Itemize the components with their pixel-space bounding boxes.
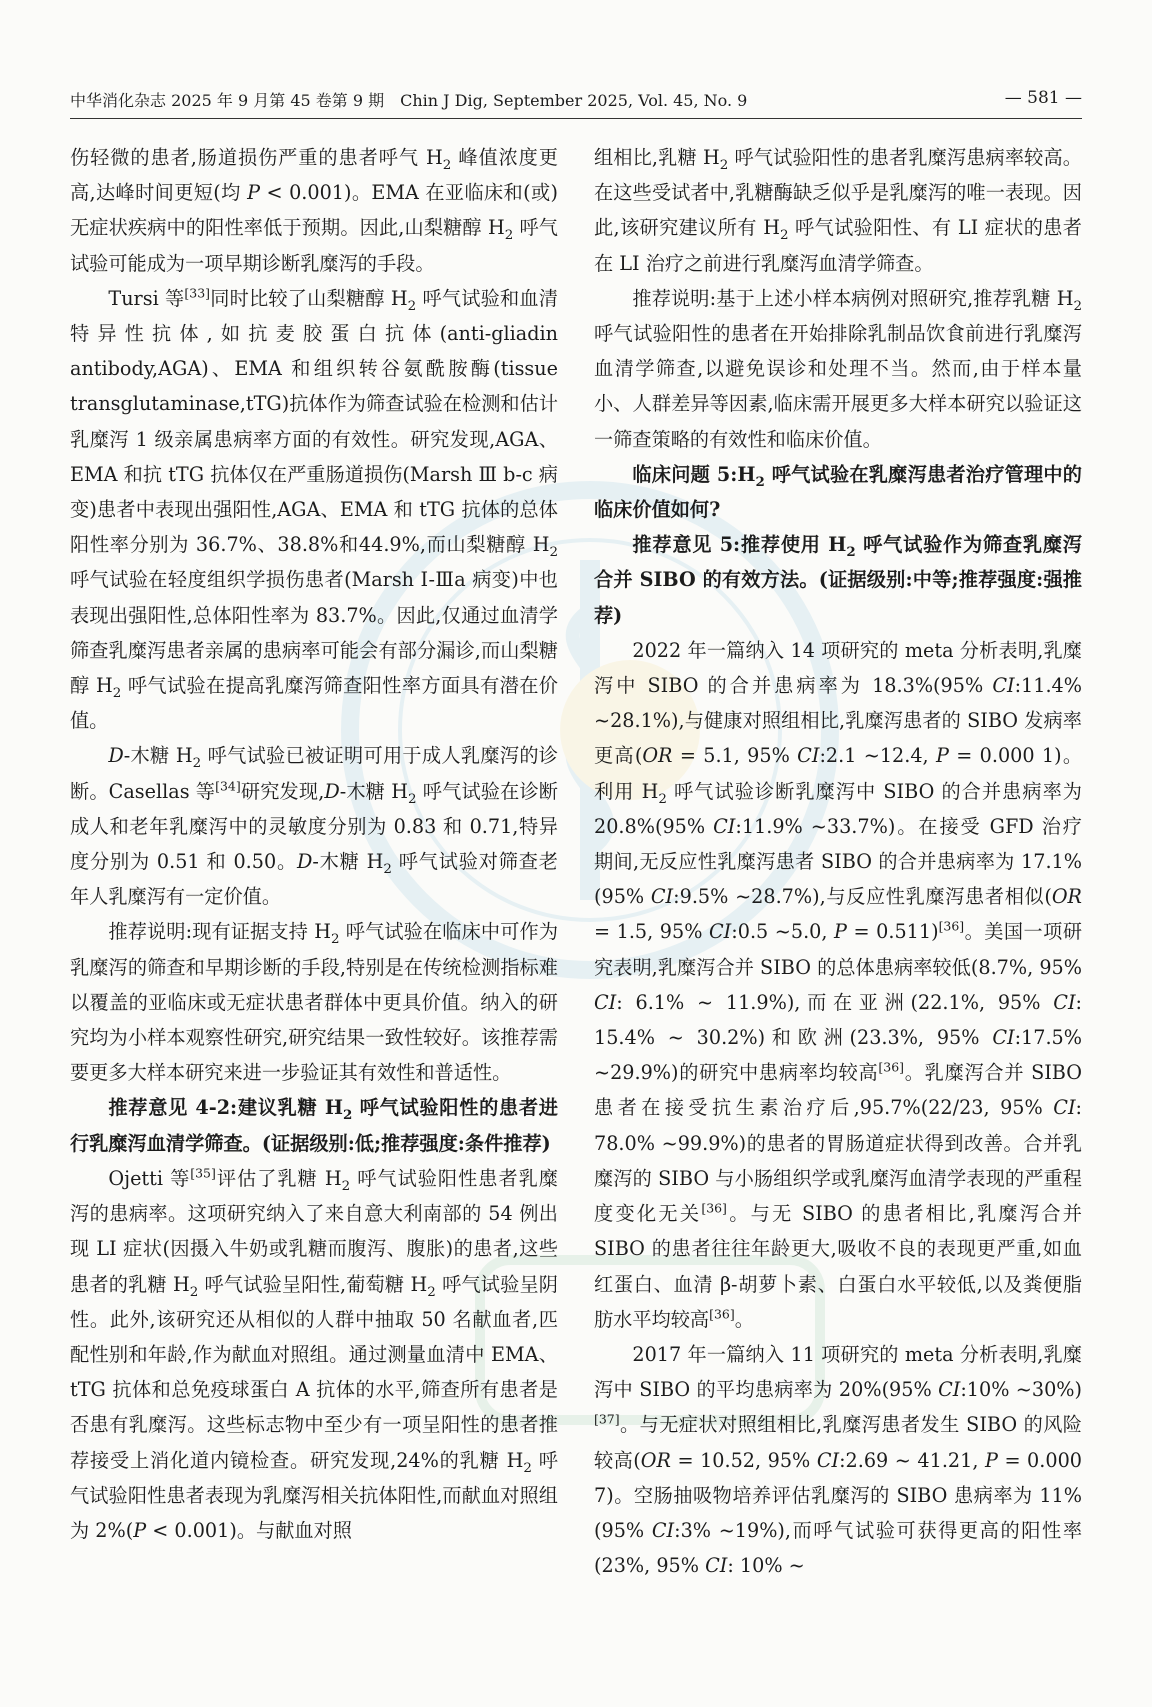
body-paragraph: Ojetti 等[35]评估了乳糖 $H_2$ 呼气试验阳性患者乳糜泻的患病率。这项研究纳入了来自意大利南部的 54 例出现 LI 症状(因摄入牛奶或乳糖而腹泻、腹胀)的患者,这些患者的乳糖 $H_2$ 呼气试验呈阳性,葡萄糖 $H_2$ 呼气试验呈阴性。此外,该研究还从相似的人群中抽取 50 名献血者,匹配性别和年龄,作为献血对照组。通过测量血清中 EMA、tTG 抗体和总免疫球蛋白 A 抗体的水平,筛查所有患者是否患有乳糜泻。这些标志物中至少有一项呈阳性的患者推荐接受上消化道内镜检查。研究发现,24%的乳糖 $H_2$ 呼气试验阳性患者表现为乳糜泻相关抗体阳性,而献血对照组为 2%(P < 0.001)。与献血对照	[70, 1165, 558, 1542]
body-paragraph: 推荐说明:现有证据支持 $H_2$ 呼气试验在临床中可作为乳糜泻的筛查和早期诊断的手段,特别是在传统检测指标难以覆盖的亚临床或无症状患者群体中更具价值。纳入的研究均为小样本观察性研究,研究结果一致性较好。该推荐需要更多大样本研究来进一步验证其有效性和普适性。	[70, 920, 559, 1085]
body-paragraph: D-木糖 $H_2$ 呼气试验已被证明可用于成人乳糜泻的诊断。Casellas 等[34]研究发现,D-木糖 $H_2$ 呼气试验在诊断成人和老年乳糜泻中的灵敏度分别为 0.83 和 0.71,特异度分别为 0.51 和 0.50。D-木糖 $H_2$ 呼气试验对筛查老年人乳糜泻有一定价值。	[70, 744, 558, 909]
recommendation-heading: 推荐意见 4-2:建议乳糖 $H_2$ 呼气试验阳性的患者进行乳糜泻血清学筛查。(证据级别:低;推荐强度:条件推荐)	[70, 1096, 558, 1155]
recommendation-heading: 临床问题 $5:H_2$ 呼气试验在乳糜泻患者治疗管理中的临床价值如何?	[594, 462, 1082, 522]
body-paragraph: Tursi 等[33]同时比较了山梨糖醇 $H_2$ 呼气试验和血清特异性抗体,如抗麦胶蛋白抗体(anti-gliadin antibody,AGA)、EMA 和组织转谷氨酰胺酶(tissue transglutaminase,tTG)抗体作为筛查试验在检测和估计乳糜泻 1 级亲属患病率方面的有效性。研究发现,AGA、EMA 和抗 tTG 抗体仅在严重肠道损伤(Marsh Ⅲ b-c 病变)患者中表现出强阳性,AGA、EMA 和 tTG 抗体的总体阳性率分别为 36.7%、38.8%和44.9%,而山梨糖醇 $H_2$ 呼气试验在轻度组织学损伤患者(Marsh Ⅰ-Ⅲa 病变)中也表现出强阳性,总体阳性率为 83.7%。因此,仅通过血清学筛查乳糜泻患者亲属的患病率可能会有部分漏诊,而山梨糖醇 $H_2$ 呼气试验在提高乳糜泻筛查阳性率方面具有潜在价值。	[70, 285, 558, 733]
running-header	[70, 84, 1082, 119]
body-paragraph: 2017 年一篇纳入 11 项研究的 meta 分析表明,乳糜泻中 SIBO 的平均患病率为 20%(95% CI:10% ~30%)[37]。与无症状对照组相比,乳糜泻患者发生 SIBO 的风险较高(OR = 10.52, 95% CI:2.69 ~ 41.21, P = 0.000 7)。空肠抽吸物培养评估乳糜泻的 SIBO 患病率为 11%(95% CI:3% ~19%),而呼气试验可获得更高的阳性率(23%, 95% CI: 10% ~	[594, 1342, 1083, 1578]
page-number: — 581 —	[1004, 88, 1082, 108]
right-column	[594, 140, 1082, 1583]
recommendation-heading: 推荐意见 5:推荐使用 $H_2$ 呼气试验作为筛查乳糜泻合并 SIBO 的有效方法。(证据级别:中等;推荐强度:强推荐)	[594, 533, 1082, 627]
body-paragraph: 推荐说明:基于上述小样本病例对照研究,推荐乳糖 $H_2$ 呼气试验阳性的患者在开始排除乳制品饮食前进行乳糜泻血清学筛查,以避免误诊和处理不当。然而,由于样本量小、人群差异等因素,临床需开展更多大样本研究以验证这一筛查策略的有效性和临床价值。	[594, 286, 1082, 451]
body-paragraph: 组相比,乳糖 $H_2$ 呼气试验阳性的患者乳糜泻患病率较高。在这些受试者中,乳糖酶缺乏似乎是乳糜泻的唯一表现。因此,该研究建议所有 $H_2$ 呼气试验阳性、有 LI 症状的患者在 LI 治疗之前进行乳糜泻血清学筛查。	[594, 146, 1082, 275]
journal-citation: 中华消化杂志 2025 年 9 月第 45 卷第 9 期 Chin J Dig, September 2025, Vol. 45, No. 9	[70, 91, 748, 110]
body-paragraph: 2022 年一篇纳入 14 项研究的 meta 分析表明,乳糜泻中 SIBO 的合并患病率为 18.3%(95% CI:11.4% ~28.1%),与健康对照组相比,乳糜泻患者的 SIBO 发病率更高(OR = 5.1, 95% CI:2.1 ~12.4, P = 0.000 1)。利用 $H_2$ 呼气试验诊断乳糜泻中 SIBO 的合并患病率为 20.8%(95% CI:11.9% ~33.7%)。在接受 GFD 治疗期间,无反应性乳糜泻患者 SIBO 的合并患病率为 17.1%(95% CI:9.5% ~28.7%),与反应性乳糜泻患者相似(OR = 1.5, 95% CI:0.5 ~5.0, P = 0.511)[36]。美国一项研究表明,乳糜泻合并 SIBO 的总体患病率较低(8.7%, 95% CI: 6.1% ~ 11.9%),而在亚洲(22.1%, 95% CI: 15.4% ~ 30.2%)和欧洲(23.3%, 95% CI:17.5% ~29.9%)的研究中患病率均较高[36]。乳糜泻合并 SIBO 患者在接受抗生素治疗后,95.7%(22/23, 95% CI: 78.0% ~99.9%)的患者的胃肠道症状得到改善。合并乳糜泻的 SIBO 与小肠组织学或乳糜泻血清学表现的严重程度变化无关[36]。与无 SIBO 的患者相比,乳糜泻合并 SIBO 的患者往往年龄更大,吸收不良的表现更严重,如血红蛋白、血清 β-胡萝卜素、白蛋白水平较低,以及粪便脂肪水平均较高[36]。	[594, 638, 1083, 1331]
left-column	[70, 140, 558, 1548]
body-paragraph: 伤轻微的患者,肠道损伤严重的患者呼气 $H_2$ 峰值浓度更高,达峰时间更短(均 P < 0.001)。EMA 在亚临床和(或)无症状疾病中的阳性率低于预期。因此,山梨糖醇 $H_2$ 呼气试验可能成为一项早期诊断乳糜泻的手段。	[70, 146, 558, 275]
